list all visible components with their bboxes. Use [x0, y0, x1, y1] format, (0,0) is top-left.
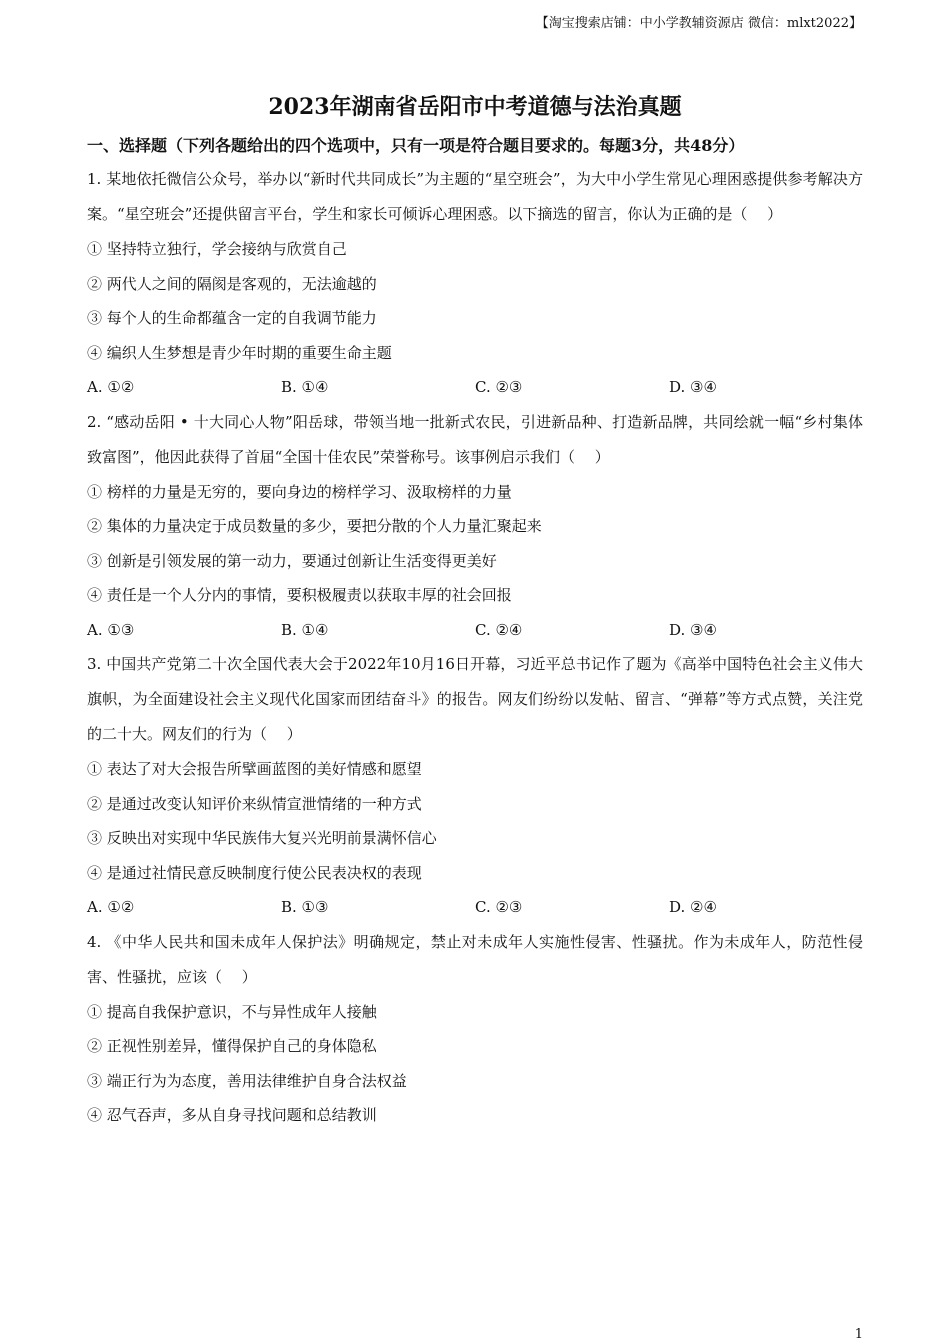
choice-c: C. ②③ — [475, 378, 523, 396]
question-statement: ② 正视性别差异，懂得保护自己的身体隐私 — [87, 1037, 377, 1055]
choice-b: B. ①③ — [281, 898, 329, 916]
choice-b: B. ①④ — [281, 378, 329, 396]
section-heading: 一、选择题（下列各题给出的四个选项中，只有一项是符合题目要求的。每题3分，共48分） — [87, 136, 745, 155]
choice-a: A. ①② — [87, 378, 135, 396]
question-statement: ① 坚持特立独行，学会接纳与欣赏自己 — [87, 240, 347, 258]
question-stem: 3. 中国共产党第二十次全国代表大会于2022年10月16日开幕，习近平总书记作了题为《高举中国特色社会主义伟大旗帜，为全面建设社会主义现代化国家而团结奋斗》的报告。网友们纷纷以发帖、留言、“弹幕”等方式点赞，关注党的二十大。网友们的行为（ ） — [87, 655, 863, 743]
page-title: 2023年湖南省岳阳市中考道德与法治真题 — [268, 94, 682, 120]
answer-choices — [87, 370, 863, 405]
choice-d: D. ②④ — [669, 898, 717, 916]
question-statement: ② 两代人之间的隔阂是客观的，无法逾越的 — [87, 274, 377, 293]
question-statement: ① 表达了对大会报告所擘画蓝图的美好情感和愿望 — [87, 760, 422, 778]
header-note: 【淘宝搜索店铺：中小学教辅资源店 微信：mlxt2022】 — [535, 16, 862, 31]
question-statement: ④ 责任是一个人分内的事情，要积极履责以获取丰厚的社会回报 — [87, 586, 512, 604]
question-statement: ③ 每个人的生命都蕴含一定的自我调节能力 — [87, 309, 377, 327]
question-statement: ② 是通过改变认知评价来纵情宣泄情绪的一种方式 — [87, 794, 422, 813]
question-statement: ③ 反映出对实现中华民族伟大复兴光明前景满怀信心 — [87, 829, 437, 847]
question-statement: ④ 是通过社情民意反映制度行使公民表决权的表现 — [87, 863, 422, 882]
choice-c: C. ②④ — [475, 620, 523, 639]
choice-b: B. ①④ — [281, 620, 329, 639]
questions-content — [87, 131, 863, 1133]
question-statement: ④ 编织人生梦想是青少年时期的重要生命主题 — [87, 343, 392, 362]
question-stem: 2. “感动岳阳 • 十大同心人物”阳岳球，带领当地一批新式农民，引进新品种、打造新品牌，共同绘就一幅“乡村集体致富图”，他因此获得了首届“全国十佳农民”荣誉称号。该事例启示我们（ ） — [87, 412, 863, 466]
choice-d: D. ③④ — [669, 620, 717, 639]
choice-a: A. ①③ — [87, 620, 135, 639]
answer-choices — [87, 613, 863, 648]
question-statement: ④ 忍气吞声，多从自身寻找问题和总结教训 — [87, 1106, 377, 1124]
question-statement: ① 榜样的力量是无穷的，要向身边的榜样学习、汲取榜样的力量 — [87, 482, 512, 501]
choice-d: D. ③④ — [669, 378, 717, 396]
question-statement: ① 提高自我保护意识，不与异性成年人接触 — [87, 1002, 377, 1021]
question-statement: ② 集体的力量决定于成员数量的多少，要把分散的个人力量汇聚起来 — [87, 517, 542, 535]
choice-a: A. ①② — [87, 898, 135, 916]
question-statement: ③ 端正行为为态度，善用法律维护自身合法权益 — [87, 1071, 407, 1090]
choice-c: C. ②③ — [475, 898, 523, 916]
question-stem: 1. 某地依托微信公众号，举办以“新时代共同成长”为主题的“星空班会”，为大中小学生常见心理困惑提供参考解决方案。“星空班会”还提供留言平台，学生和家长可倾诉心理困惑。以下摘选的留言，你认为正确的是（ ） — [87, 170, 863, 223]
question-stem: 4. 《中华人民共和国未成年人保护法》明确规定，禁止对未成年人实施性侵害、性骚扰。作为未成年人，防范性侵害、性骚扰，应该（ ） — [87, 932, 863, 986]
answer-choices — [87, 890, 863, 925]
page-number: 1 — [854, 1327, 863, 1342]
question-statement: ③ 创新是引领发展的第一动力，要通过创新让生活变得更美好 — [87, 551, 497, 570]
